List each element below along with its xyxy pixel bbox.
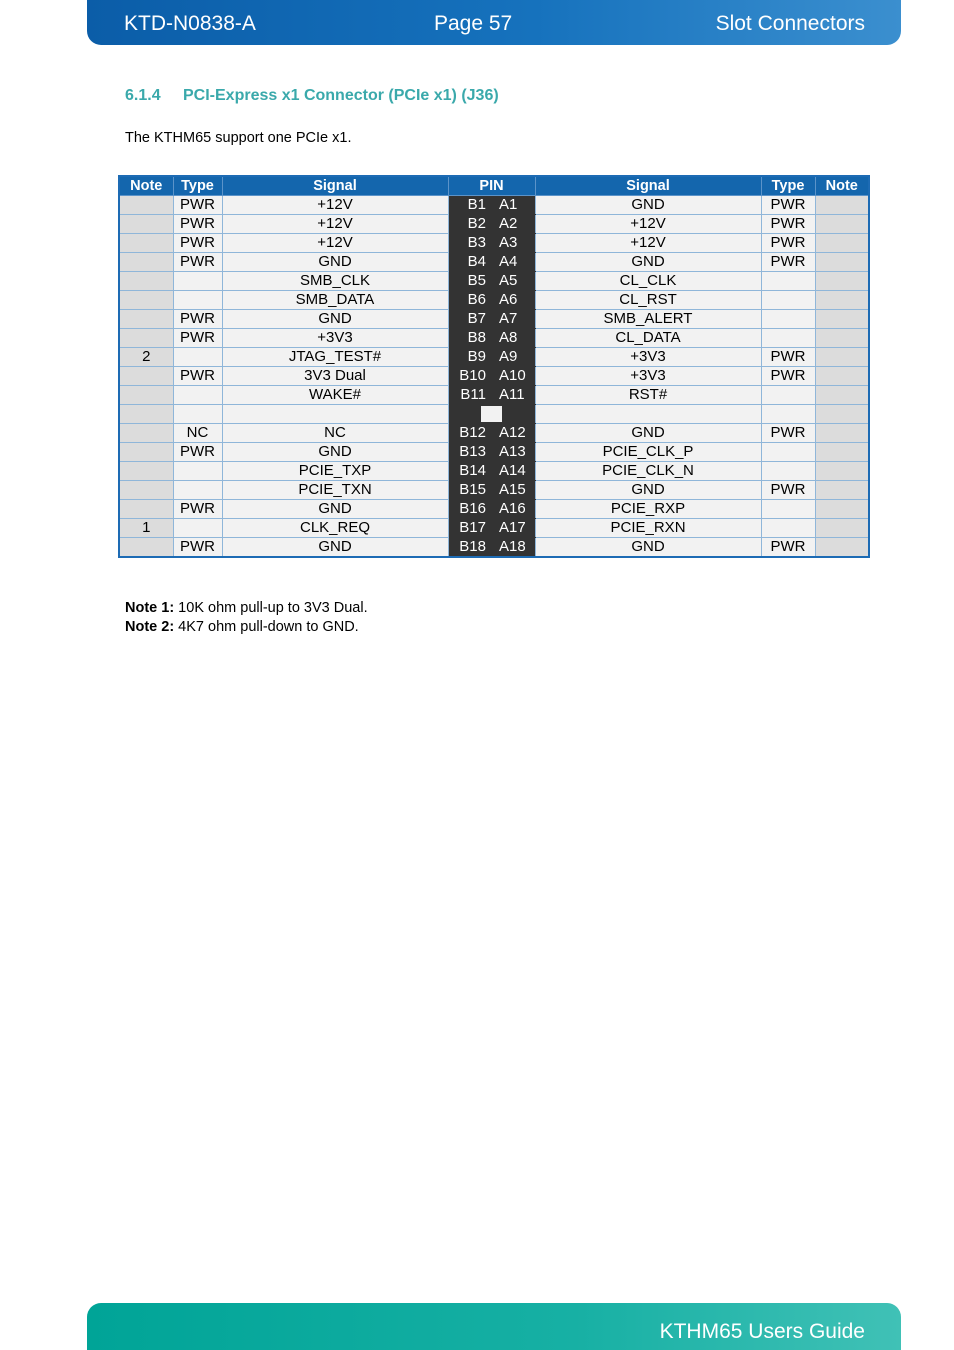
signal-b-cell: CLK_REQ bbox=[222, 519, 448, 538]
header-signal-a: Signal bbox=[535, 176, 761, 196]
type-a-cell bbox=[761, 329, 815, 348]
signal-b-cell: GND bbox=[222, 310, 448, 329]
section-name: Slot Connectors bbox=[715, 12, 865, 35]
pin-b-cell: B9 bbox=[448, 348, 491, 367]
signal-a-cell: +3V3 bbox=[535, 348, 761, 367]
signal-a-cell: GND bbox=[535, 253, 761, 272]
pin-a-cell: A5 bbox=[491, 272, 535, 291]
note-b-cell bbox=[119, 253, 173, 272]
signal-a-cell: PCIE_CLK_P bbox=[535, 443, 761, 462]
table-row bbox=[119, 215, 869, 234]
type-b-cell bbox=[173, 519, 222, 538]
signal-b-cell: +12V bbox=[222, 196, 448, 215]
pin-a-cell: A8 bbox=[491, 329, 535, 348]
type-b-cell: PWR bbox=[173, 196, 222, 215]
signal-a-cell: CL_CLK bbox=[535, 272, 761, 291]
note-a-cell bbox=[815, 253, 869, 272]
signal-b-cell: PCIE_TXP bbox=[222, 462, 448, 481]
type-b-cell bbox=[173, 291, 222, 310]
header-signal-b: Signal bbox=[222, 176, 448, 196]
note-b-cell: 2 bbox=[119, 348, 173, 367]
pin-b-cell: B11 bbox=[448, 386, 491, 405]
type-a-cell: PWR bbox=[761, 367, 815, 386]
connector-key-icon bbox=[491, 406, 502, 422]
type-a-cell bbox=[761, 500, 815, 519]
note-a-cell bbox=[815, 215, 869, 234]
table-row bbox=[119, 348, 869, 367]
pin-a-cell: A2 bbox=[491, 215, 535, 234]
note-b-cell bbox=[119, 272, 173, 291]
table-row bbox=[119, 367, 869, 386]
note-a-cell bbox=[815, 348, 869, 367]
note-b-cell bbox=[119, 196, 173, 215]
note-a-cell bbox=[815, 310, 869, 329]
signal-a-cell: PCIE_CLK_N bbox=[535, 462, 761, 481]
note-b-cell bbox=[119, 538, 173, 558]
table-row bbox=[119, 310, 869, 329]
header-note-a: Note bbox=[815, 176, 869, 196]
signal-b-cell: +12V bbox=[222, 234, 448, 253]
note-a-cell bbox=[815, 196, 869, 215]
note-1-text: 10K ohm pull-up to 3V3 Dual. bbox=[174, 600, 368, 616]
note-a-cell bbox=[815, 291, 869, 310]
pin-b-cell: B13 bbox=[448, 443, 491, 462]
signal-a-cell: CL_RST bbox=[535, 291, 761, 310]
pin-a-cell: A1 bbox=[491, 196, 535, 215]
signal-b-cell: +3V3 bbox=[222, 329, 448, 348]
pin-b-cell: B15 bbox=[448, 481, 491, 500]
note-b-cell bbox=[119, 443, 173, 462]
signal-b-cell: GND bbox=[222, 443, 448, 462]
key-pin-a bbox=[491, 405, 535, 424]
table-row bbox=[119, 196, 869, 215]
signal-a-cell: CL_DATA bbox=[535, 329, 761, 348]
table-row bbox=[119, 481, 869, 500]
signal-b-cell: WAKE# bbox=[222, 386, 448, 405]
type-a-cell: PWR bbox=[761, 348, 815, 367]
note-b-cell bbox=[119, 310, 173, 329]
pin-a-cell: A18 bbox=[491, 538, 535, 558]
type-a-cell bbox=[761, 386, 815, 405]
type-a-cell: PWR bbox=[761, 234, 815, 253]
note-b-cell bbox=[119, 291, 173, 310]
table-row bbox=[119, 443, 869, 462]
signal-b-cell: GND bbox=[222, 253, 448, 272]
note-b-cell bbox=[119, 481, 173, 500]
notes-block bbox=[125, 599, 368, 637]
note-b-cell: 1 bbox=[119, 519, 173, 538]
pin-a-cell: A10 bbox=[491, 367, 535, 386]
table-row bbox=[119, 500, 869, 519]
type-a-cell: PWR bbox=[761, 215, 815, 234]
type-b-cell bbox=[173, 386, 222, 405]
pin-a-cell: A13 bbox=[491, 443, 535, 462]
signal-a-cell: SMB_ALERT bbox=[535, 310, 761, 329]
pin-a-cell: A4 bbox=[491, 253, 535, 272]
type-b-cell: PWR bbox=[173, 253, 222, 272]
note-a-cell bbox=[815, 443, 869, 462]
note-b-cell bbox=[119, 424, 173, 443]
signal-a-cell: +3V3 bbox=[535, 367, 761, 386]
pin-a-cell: A15 bbox=[491, 481, 535, 500]
pin-b-cell: B8 bbox=[448, 329, 491, 348]
table-row bbox=[119, 329, 869, 348]
note-b-cell bbox=[119, 462, 173, 481]
signal-b-cell: JTAG_TEST# bbox=[222, 348, 448, 367]
type-b-cell: PWR bbox=[173, 367, 222, 386]
key-signal-b bbox=[222, 405, 448, 424]
intro-paragraph: The KTHM65 support one PCIe x1. bbox=[125, 130, 352, 146]
pin-a-cell: A14 bbox=[491, 462, 535, 481]
pin-b-cell: B1 bbox=[448, 196, 491, 215]
note-1 bbox=[125, 599, 368, 618]
signal-a-cell: PCIE_RXP bbox=[535, 500, 761, 519]
signal-b-cell: +12V bbox=[222, 215, 448, 234]
type-b-cell bbox=[173, 462, 222, 481]
type-b-cell bbox=[173, 348, 222, 367]
header-type-a: Type bbox=[761, 176, 815, 196]
note-b-cell bbox=[119, 329, 173, 348]
note-a-cell bbox=[815, 538, 869, 558]
type-a-cell: PWR bbox=[761, 424, 815, 443]
header-note-b: Note bbox=[119, 176, 173, 196]
note-b-cell bbox=[119, 367, 173, 386]
signal-a-cell: +12V bbox=[535, 215, 761, 234]
type-a-cell bbox=[761, 462, 815, 481]
type-b-cell: PWR bbox=[173, 538, 222, 558]
connector-key-icon bbox=[481, 406, 491, 422]
note-a-cell bbox=[815, 386, 869, 405]
type-b-cell bbox=[173, 481, 222, 500]
type-a-cell: PWR bbox=[761, 253, 815, 272]
pin-a-cell: A11 bbox=[491, 386, 535, 405]
type-a-cell bbox=[761, 291, 815, 310]
pin-b-cell: B3 bbox=[448, 234, 491, 253]
signal-b-cell: SMB_CLK bbox=[222, 272, 448, 291]
signal-b-cell: GND bbox=[222, 500, 448, 519]
signal-a-cell: GND bbox=[535, 196, 761, 215]
signal-a-cell: GND bbox=[535, 538, 761, 558]
guide-title: KTHM65 Users Guide bbox=[659, 1320, 865, 1343]
table-row bbox=[119, 519, 869, 538]
note-a-cell bbox=[815, 462, 869, 481]
table-row bbox=[119, 462, 869, 481]
pinout-table bbox=[118, 175, 870, 558]
type-b-cell: PWR bbox=[173, 329, 222, 348]
type-b-cell: PWR bbox=[173, 443, 222, 462]
type-a-cell: PWR bbox=[761, 538, 815, 558]
pin-a-cell: A12 bbox=[491, 424, 535, 443]
pin-b-cell: B2 bbox=[448, 215, 491, 234]
type-b-cell: PWR bbox=[173, 234, 222, 253]
type-b-cell bbox=[173, 272, 222, 291]
pin-b-cell: B5 bbox=[448, 272, 491, 291]
note-a-cell bbox=[815, 519, 869, 538]
note-a-cell bbox=[815, 481, 869, 500]
pin-b-cell: B6 bbox=[448, 291, 491, 310]
header-type-b: Type bbox=[173, 176, 222, 196]
page-number: Page 57 bbox=[434, 12, 513, 35]
signal-a-cell: GND bbox=[535, 481, 761, 500]
key-note-b bbox=[119, 405, 173, 424]
note-b-cell bbox=[119, 386, 173, 405]
key-row bbox=[119, 405, 869, 424]
signal-a-cell: +12V bbox=[535, 234, 761, 253]
signal-a-cell: RST# bbox=[535, 386, 761, 405]
type-a-cell: PWR bbox=[761, 196, 815, 215]
page-footer bbox=[87, 1303, 901, 1350]
table-row bbox=[119, 538, 869, 558]
pin-a-cell: A3 bbox=[491, 234, 535, 253]
pin-b-cell: B12 bbox=[448, 424, 491, 443]
pin-b-cell: B16 bbox=[448, 500, 491, 519]
pin-b-cell: B17 bbox=[448, 519, 491, 538]
table-row bbox=[119, 234, 869, 253]
signal-b-cell: NC bbox=[222, 424, 448, 443]
type-a-cell bbox=[761, 310, 815, 329]
note-a-cell bbox=[815, 500, 869, 519]
key-type-a bbox=[761, 405, 815, 424]
type-a-cell bbox=[761, 272, 815, 291]
pin-a-cell: A9 bbox=[491, 348, 535, 367]
pin-b-cell: B4 bbox=[448, 253, 491, 272]
table-row bbox=[119, 386, 869, 405]
type-a-cell: PWR bbox=[761, 481, 815, 500]
note-2 bbox=[125, 618, 368, 637]
note-2-label: Note 2: bbox=[125, 619, 175, 635]
note-1-label: Note 1: bbox=[125, 600, 175, 616]
pin-a-cell: A6 bbox=[491, 291, 535, 310]
type-b-cell: PWR bbox=[173, 215, 222, 234]
key-note-a bbox=[815, 405, 869, 424]
document-id: KTD-N0838-A bbox=[124, 12, 256, 35]
pin-b-cell: B14 bbox=[448, 462, 491, 481]
signal-a-cell: PCIE_RXN bbox=[535, 519, 761, 538]
note-a-cell bbox=[815, 234, 869, 253]
type-b-cell: PWR bbox=[173, 310, 222, 329]
note-b-cell bbox=[119, 500, 173, 519]
pin-b-cell: B10 bbox=[448, 367, 491, 386]
pin-b-cell: B7 bbox=[448, 310, 491, 329]
note-a-cell bbox=[815, 424, 869, 443]
pin-a-cell: A17 bbox=[491, 519, 535, 538]
table-header-row bbox=[119, 176, 869, 196]
pin-a-cell: A16 bbox=[491, 500, 535, 519]
type-b-cell: NC bbox=[173, 424, 222, 443]
pin-b-cell: B18 bbox=[448, 538, 491, 558]
signal-b-cell: 3V3 Dual bbox=[222, 367, 448, 386]
signal-b-cell: GND bbox=[222, 538, 448, 558]
type-a-cell bbox=[761, 443, 815, 462]
table-row bbox=[119, 272, 869, 291]
section-number: 6.1.4 bbox=[125, 87, 161, 104]
note-a-cell bbox=[815, 367, 869, 386]
note-b-cell bbox=[119, 234, 173, 253]
signal-b-cell: SMB_DATA bbox=[222, 291, 448, 310]
note-a-cell bbox=[815, 272, 869, 291]
pin-a-cell: A7 bbox=[491, 310, 535, 329]
section-title-text: PCI-Express x1 Connector (PCIe x1) (J36) bbox=[183, 87, 499, 104]
header-pin: PIN bbox=[448, 176, 535, 196]
page-header bbox=[87, 0, 901, 45]
note-a-cell bbox=[815, 329, 869, 348]
signal-a-cell: GND bbox=[535, 424, 761, 443]
table-row bbox=[119, 291, 869, 310]
key-pin-b bbox=[448, 405, 491, 424]
type-a-cell bbox=[761, 519, 815, 538]
type-b-cell: PWR bbox=[173, 500, 222, 519]
key-type-b bbox=[173, 405, 222, 424]
table-row bbox=[119, 253, 869, 272]
section-heading bbox=[125, 86, 499, 106]
table-row bbox=[119, 424, 869, 443]
note-2-text: 4K7 ohm pull-down to GND. bbox=[174, 619, 359, 635]
key-signal-a bbox=[535, 405, 761, 424]
signal-b-cell: PCIE_TXN bbox=[222, 481, 448, 500]
note-b-cell bbox=[119, 215, 173, 234]
